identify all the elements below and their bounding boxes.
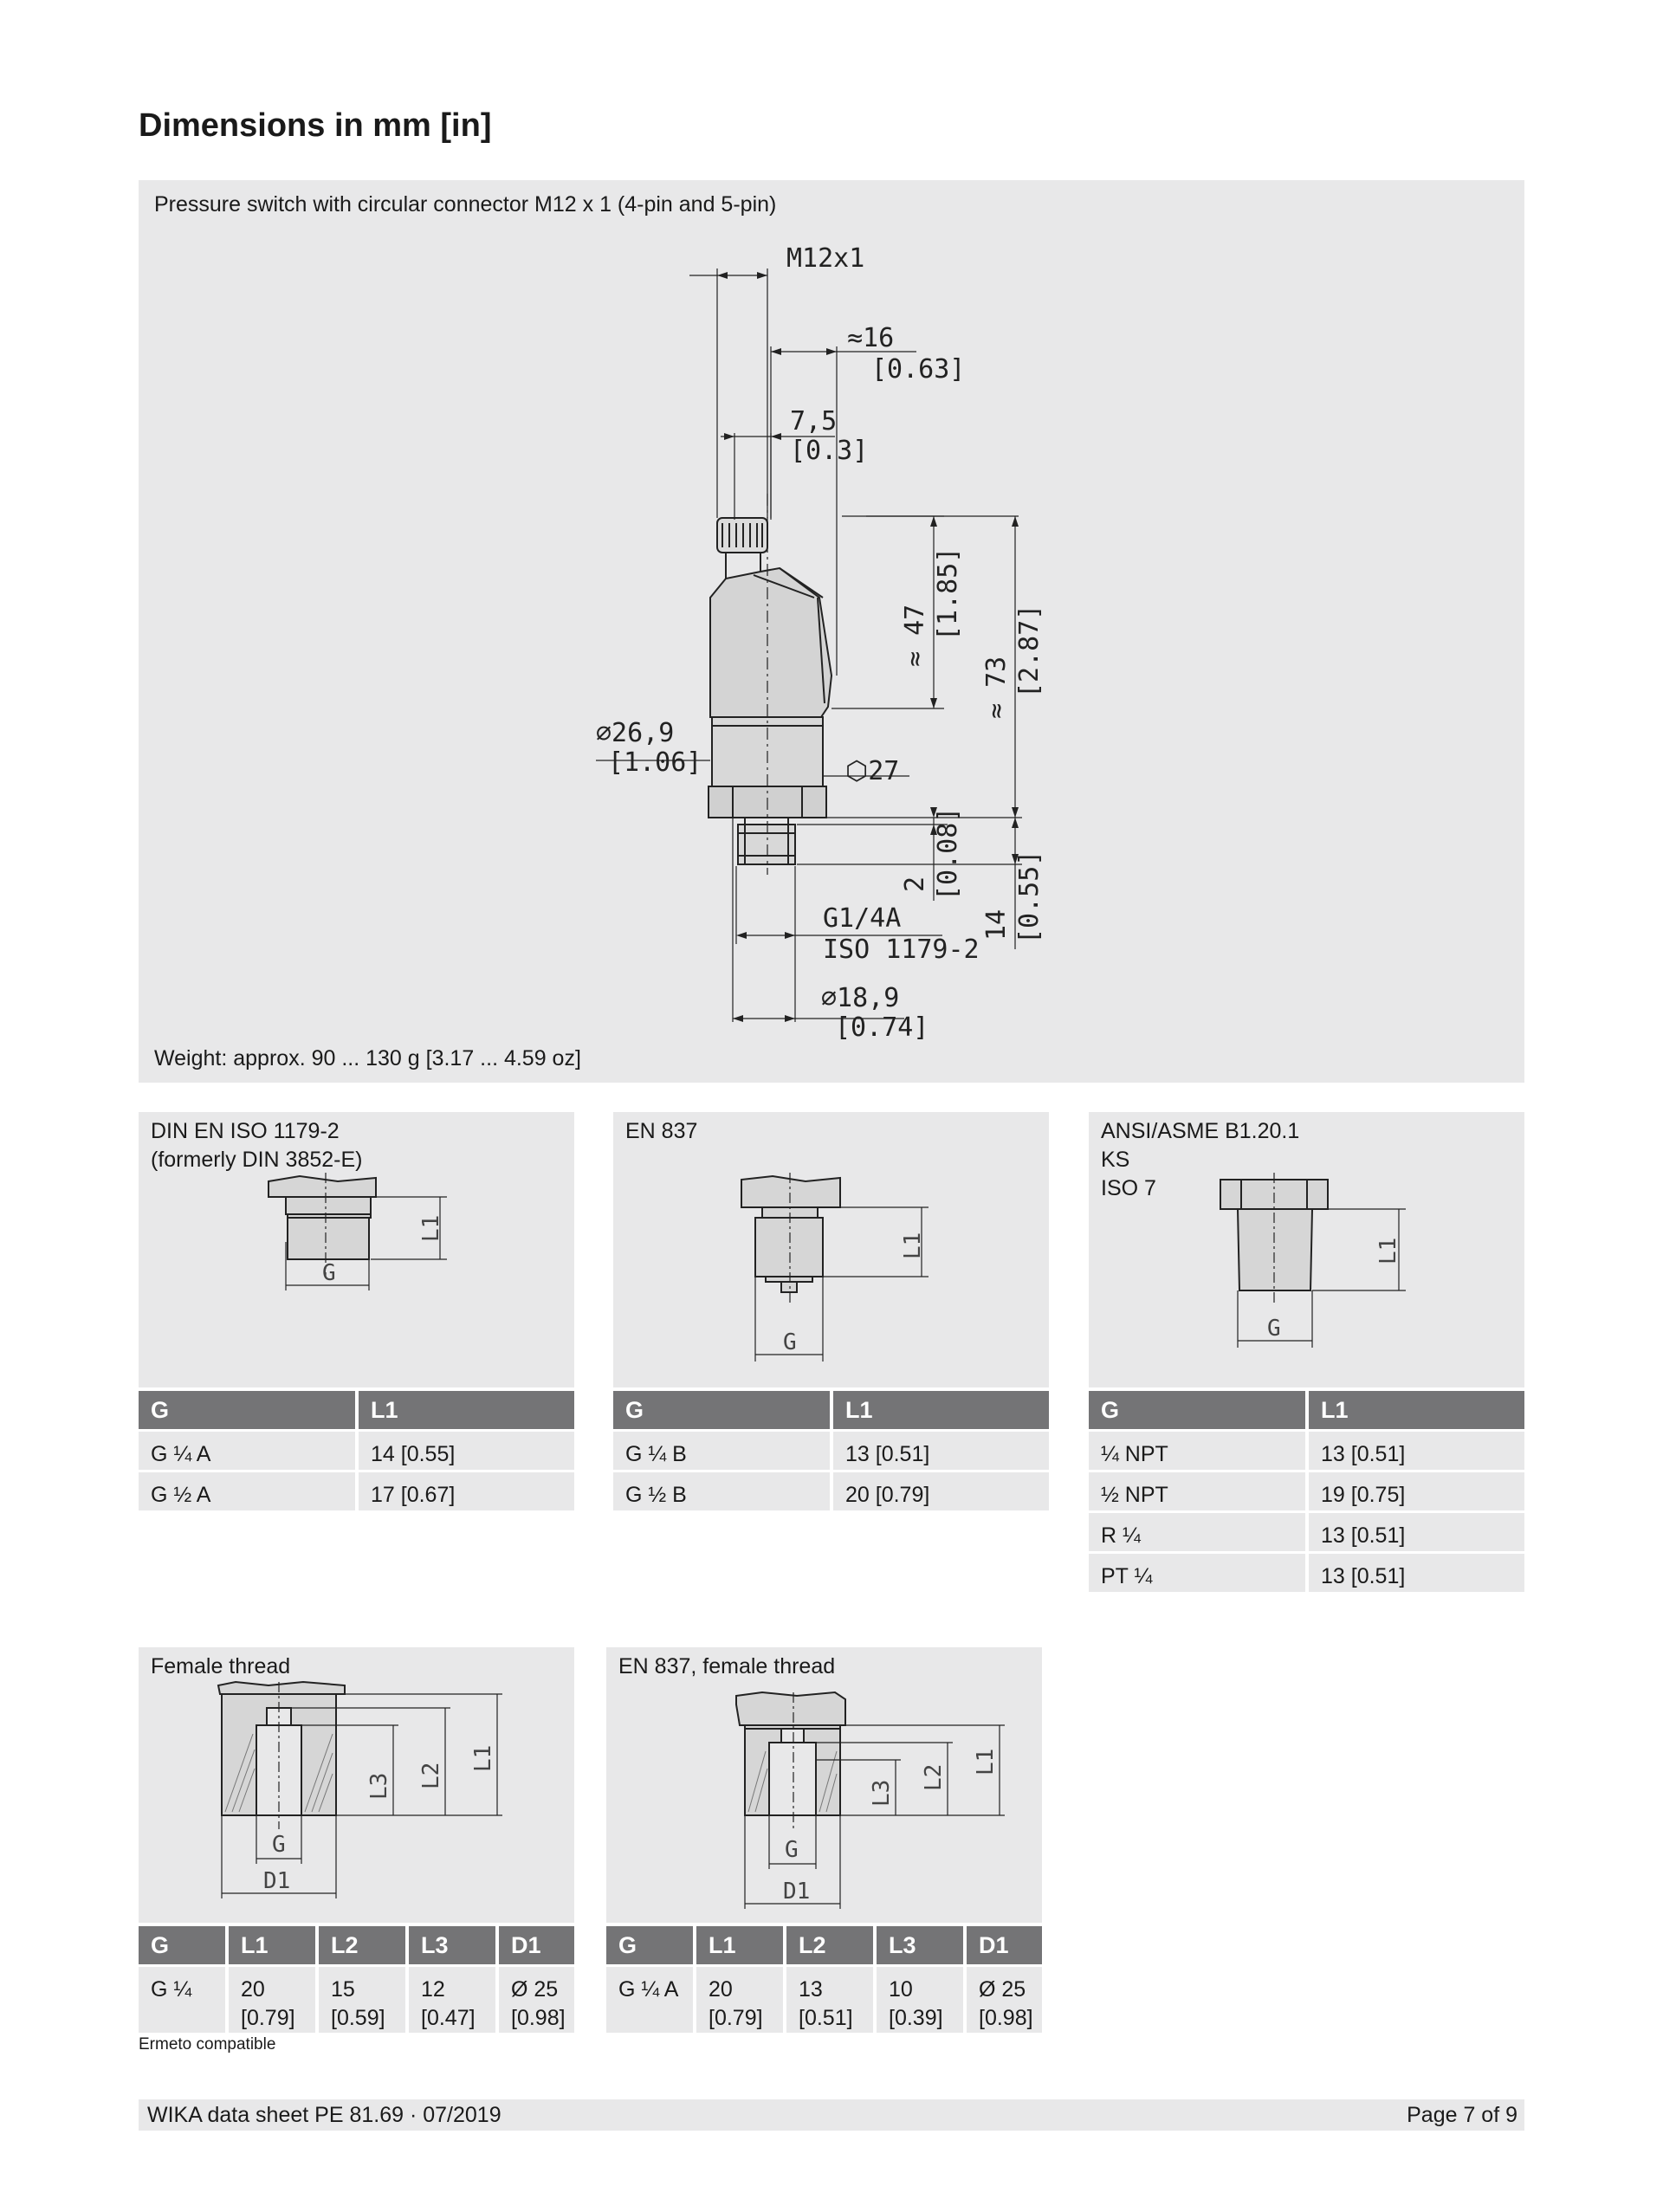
connection-caption: DIN EN ISO 1179-2 (formerly DIN 3852-E) bbox=[151, 1119, 363, 1172]
label-thread: G1/4A bbox=[823, 903, 902, 934]
din-label-g: G bbox=[322, 1260, 336, 1286]
cell: PT ¼ bbox=[1089, 1551, 1309, 1592]
en837-female-table bbox=[606, 1926, 1042, 2033]
ansi-label-l1: L1 bbox=[1375, 1237, 1401, 1264]
en837-female-label-g: G bbox=[785, 1837, 799, 1863]
female-label-l1: L1 bbox=[470, 1744, 496, 1772]
din-col-g: G bbox=[139, 1391, 359, 1429]
cell: ¼ NPT bbox=[1089, 1429, 1309, 1470]
table-row bbox=[1089, 1470, 1524, 1510]
table-row bbox=[139, 1470, 574, 1510]
table-row bbox=[613, 1470, 1049, 1510]
footer-doc-ref: WIKA data sheet PE 81.69 · 07/2019 bbox=[147, 2103, 501, 2127]
connection-panel-en837 bbox=[613, 1112, 1049, 1387]
ansi-col-l1: L1 bbox=[1309, 1391, 1524, 1429]
din-drawing bbox=[139, 1112, 574, 1387]
en837-female-caption: EN 837, female thread bbox=[618, 1654, 836, 1678]
female-col-d1: D1 bbox=[499, 1926, 574, 1964]
connection-caption: EN 837 bbox=[625, 1119, 698, 1143]
en837-female-col-l3: L3 bbox=[877, 1926, 967, 1964]
cell: 13 [0.51] bbox=[1309, 1429, 1524, 1470]
female-col-l2: L2 bbox=[319, 1926, 409, 1964]
en837-female-col-d1: D1 bbox=[967, 1926, 1042, 1964]
ansi-table bbox=[1089, 1391, 1524, 1592]
label-dim47-in: [1.85] bbox=[933, 547, 963, 641]
ansi-col-g: G bbox=[1089, 1391, 1309, 1429]
label-m12: M12x1 bbox=[786, 243, 865, 274]
label-hex27: ⬡27 bbox=[845, 756, 900, 786]
female-label-l2: L2 bbox=[418, 1762, 444, 1789]
cell: 17 [0.67] bbox=[359, 1470, 574, 1510]
cell: 20 [0.79] bbox=[229, 1964, 319, 2033]
female-col-g: G bbox=[139, 1926, 229, 1964]
cell: G ¼ bbox=[139, 1964, 229, 2033]
en837-female-col-l2: L2 bbox=[786, 1926, 877, 1964]
cell: ½ NPT bbox=[1089, 1470, 1309, 1510]
cell: 12 [0.47] bbox=[409, 1964, 499, 2033]
en837-female-label-l1: L1 bbox=[973, 1748, 999, 1775]
label-dim73-in: [2.87] bbox=[1014, 604, 1045, 698]
en837-table bbox=[613, 1391, 1049, 1510]
cell: 20 [0.79] bbox=[833, 1470, 1049, 1510]
connection-caption: ANSI/ASME B1.20.1 KS ISO 7 bbox=[1101, 1119, 1300, 1200]
cell: 20 [0.79] bbox=[696, 1964, 786, 2033]
table-row bbox=[1089, 1551, 1524, 1592]
cell: Ø 25 [0.98] bbox=[967, 1964, 1042, 2033]
female-drawing bbox=[139, 1647, 574, 1923]
cell: R ¼ bbox=[1089, 1510, 1309, 1551]
table-row bbox=[139, 1964, 574, 2033]
label-dim16: ≈16 bbox=[847, 323, 895, 353]
female-label-g: G bbox=[272, 1832, 286, 1858]
label-dia269-in: [1.06] bbox=[608, 747, 702, 778]
label-dim73: ≈ 73 bbox=[981, 656, 1012, 719]
en837-female-label-l3: L3 bbox=[869, 1779, 895, 1807]
cell: 19 [0.75] bbox=[1309, 1470, 1524, 1510]
en837-female-col-l1: L1 bbox=[696, 1926, 786, 1964]
cell: G ½ B bbox=[613, 1470, 833, 1510]
label-dim2-in: [0.08] bbox=[933, 806, 963, 901]
en837-label-l1: L1 bbox=[900, 1232, 926, 1259]
table-row bbox=[606, 1964, 1042, 2033]
cell: Ø 25 [0.98] bbox=[499, 1964, 574, 2033]
footer-page-number: Page 7 of 9 bbox=[1407, 2103, 1517, 2127]
label-dim16-in: [0.63] bbox=[871, 354, 966, 385]
female-label-l3: L3 bbox=[366, 1772, 392, 1800]
en837-female-label-d1: D1 bbox=[783, 1879, 811, 1905]
din-table bbox=[139, 1391, 574, 1510]
cell: G ¼ A bbox=[606, 1964, 696, 2033]
ansi-drawing bbox=[1089, 1112, 1524, 1387]
label-dim14-in: [0.55] bbox=[1014, 850, 1045, 944]
label-dim47: ≈ 47 bbox=[900, 604, 930, 667]
main-panel-caption: Pressure switch with circular connector M12 x 1 (4-pin and 5-pin) bbox=[154, 192, 777, 217]
connection-panel-din bbox=[139, 1112, 574, 1387]
label-dim2: 2 bbox=[900, 876, 930, 892]
en837-female-drawing bbox=[606, 1647, 1042, 1923]
en837-col-g: G bbox=[613, 1391, 833, 1429]
page-footer bbox=[139, 2099, 1524, 2131]
label-thread-std: ISO 1179-2 bbox=[823, 935, 980, 965]
female-col-l3: L3 bbox=[409, 1926, 499, 1964]
pressure-switch-drawing bbox=[0, 0, 1663, 1083]
din-col-l1: L1 bbox=[359, 1391, 574, 1429]
cell: G ½ A bbox=[139, 1470, 359, 1510]
table-row bbox=[1089, 1429, 1524, 1470]
table-row bbox=[1089, 1510, 1524, 1551]
female-table bbox=[139, 1926, 574, 2033]
table-row bbox=[613, 1429, 1049, 1470]
cell: 10 [0.39] bbox=[877, 1964, 967, 2033]
cell: 14 [0.55] bbox=[359, 1429, 574, 1470]
en837-col-l1: L1 bbox=[833, 1391, 1049, 1429]
cell: 15 [0.59] bbox=[319, 1964, 409, 2033]
en837-drawing bbox=[613, 1112, 1049, 1387]
en837-female-label-l2: L2 bbox=[921, 1763, 947, 1791]
cell: 13 [0.51] bbox=[833, 1429, 1049, 1470]
en837-female-panel bbox=[606, 1647, 1042, 1923]
female-col-l1: L1 bbox=[229, 1926, 319, 1964]
female-label-d1: D1 bbox=[263, 1868, 291, 1894]
en837-label-g: G bbox=[783, 1329, 797, 1355]
cell: 13 [0.51] bbox=[1309, 1510, 1524, 1551]
footnote: Ermeto compatible bbox=[139, 2035, 276, 2054]
female-caption: Female thread bbox=[151, 1654, 291, 1678]
table-row bbox=[139, 1429, 574, 1470]
label-dim75: 7,5 bbox=[790, 406, 838, 437]
cell: G ¼ B bbox=[613, 1429, 833, 1470]
label-dia189-in: [0.74] bbox=[835, 1012, 929, 1043]
label-dim75-in: [0.3] bbox=[790, 436, 869, 466]
cell: G ¼ A bbox=[139, 1429, 359, 1470]
female-panel bbox=[139, 1647, 574, 1923]
label-dia189: ⌀18,9 bbox=[821, 983, 900, 1013]
ansi-label-g: G bbox=[1267, 1316, 1281, 1342]
din-label-l1: L1 bbox=[418, 1214, 444, 1242]
label-dim14: 14 bbox=[981, 909, 1012, 941]
weight-note: Weight: approx. 90 ... 130 g [3.17 ... 4.59 oz] bbox=[154, 1046, 581, 1070]
connection-panel-ansi bbox=[1089, 1112, 1524, 1387]
cell: 13 [0.51] bbox=[786, 1964, 877, 2033]
page-heading: Dimensions in mm [in] bbox=[139, 107, 492, 144]
en837-female-col-g: G bbox=[606, 1926, 696, 1964]
label-dia269: ⌀26,9 bbox=[596, 718, 675, 748]
cell: 13 [0.51] bbox=[1309, 1551, 1524, 1592]
